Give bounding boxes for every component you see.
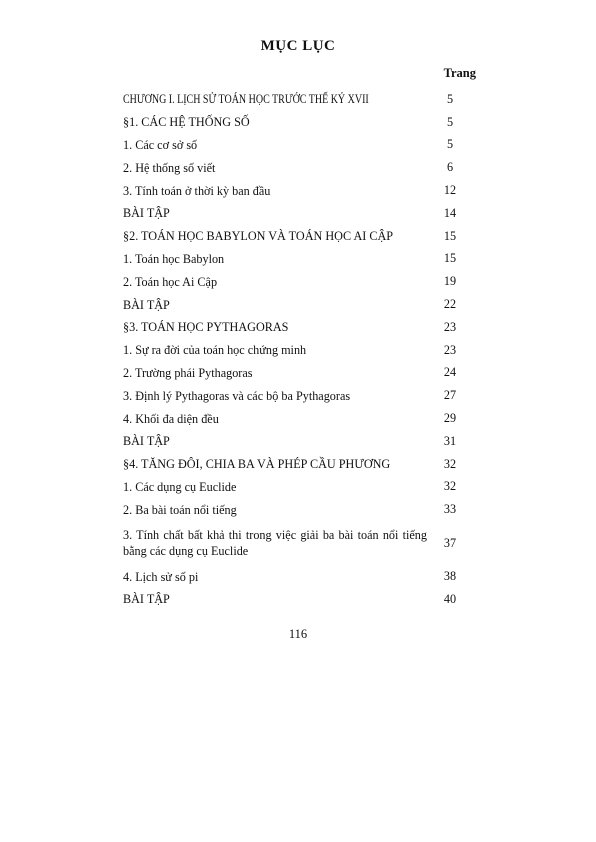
toc-entry bbox=[123, 293, 473, 316]
toc-entry bbox=[123, 316, 473, 339]
toc-entry bbox=[123, 111, 473, 134]
table-of-contents bbox=[123, 88, 473, 611]
toc-entry-label: BÀI TẬP bbox=[123, 206, 170, 221]
toc-entry-label: 3. Tính chất bất khả thi trong việc giải ba bài toán nổi tiếng bằng các dụng cụ Euclide bbox=[123, 528, 427, 559]
toc-entry bbox=[123, 248, 473, 271]
toc-entry-label: 3. Định lý Pythagoras và các bộ ba Pythagoras bbox=[123, 388, 351, 403]
toc-entry bbox=[123, 498, 473, 521]
toc-entry-page: 5 bbox=[446, 91, 454, 106]
toc-entry-label: 2. Trường phái Pythagoras bbox=[123, 365, 253, 380]
toc-entry-page: 31 bbox=[443, 433, 457, 448]
toc-entry-label: 2. Ba bài toán nổi tiếng bbox=[123, 502, 237, 517]
toc-entry bbox=[123, 270, 473, 293]
toc-entry-label: 1. Toán học Babylon bbox=[123, 251, 225, 266]
toc-entry-page: 40 bbox=[443, 591, 457, 606]
toc-entry-label: §1. CÁC HỆ THỐNG SỐ bbox=[123, 115, 250, 130]
toc-entry-label: §4. TĂNG ĐÔI, CHIA BA VÀ PHÉP CẦU PHƯƠNG bbox=[123, 457, 391, 472]
page-number: 116 bbox=[288, 627, 308, 641]
toc-entry bbox=[123, 225, 473, 248]
toc-entry-label: BÀI TẬP bbox=[123, 592, 170, 607]
toc-entry bbox=[123, 362, 473, 385]
toc-entry-page: 32 bbox=[443, 456, 457, 471]
toc-entry-page: 38 bbox=[443, 569, 457, 584]
toc-entry-page: 27 bbox=[443, 388, 457, 403]
toc-entry-page: 23 bbox=[443, 319, 457, 334]
toc-entry-page: 24 bbox=[443, 365, 457, 380]
toc-entry bbox=[123, 202, 473, 225]
toc-entry bbox=[123, 339, 473, 362]
toc-entry-page: 22 bbox=[443, 297, 457, 312]
toc-entry bbox=[123, 407, 473, 430]
toc-entry-page: 5 bbox=[446, 114, 454, 129]
toc-entry-page: 5 bbox=[446, 137, 454, 152]
toc-entry-page: 33 bbox=[443, 502, 457, 517]
toc-entry bbox=[123, 565, 473, 588]
toc-entry-page: 14 bbox=[443, 205, 457, 220]
page-column-header: Trang bbox=[443, 66, 476, 80]
toc-entry bbox=[123, 88, 473, 111]
toc-entry-page: 32 bbox=[443, 479, 457, 494]
toc-entry bbox=[123, 430, 473, 453]
toc-entry-label: §2. TOÁN HỌC BABYLON VÀ TOÁN HỌC AI CẬP bbox=[123, 229, 394, 244]
toc-entry-label: 4. Khối đa diện đều bbox=[123, 411, 219, 426]
toc-entry-page: 19 bbox=[443, 274, 457, 289]
toc-entry-page: 15 bbox=[443, 228, 457, 243]
toc-entry-label: 2. Hệ thống số viết bbox=[123, 160, 216, 175]
toc-entry bbox=[123, 384, 473, 407]
toc-entry-page: 6 bbox=[446, 160, 454, 175]
toc-entry bbox=[123, 476, 473, 499]
toc-entry bbox=[123, 134, 473, 157]
toc-entry-label: 1. Các dụng cụ Euclide bbox=[123, 479, 237, 494]
toc-entry-page: 23 bbox=[443, 342, 457, 357]
toc-entry-page: 37 bbox=[443, 535, 457, 550]
toc-entry-label: BÀI TẬP bbox=[123, 434, 170, 449]
toc-entry-page: 12 bbox=[443, 183, 457, 198]
toc-entry-label: BÀI TẬP bbox=[123, 297, 170, 312]
toc-entry bbox=[123, 521, 473, 565]
toc-entry-label: 1. Các cơ sở số bbox=[123, 137, 198, 152]
toc-entry bbox=[123, 453, 473, 476]
toc-entry-label: §3. TOÁN HỌC PYTHAGORAS bbox=[123, 320, 289, 335]
toc-entry-label: 1. Sự ra đời của toán học chứng minh bbox=[123, 343, 307, 358]
toc-entry-page: 15 bbox=[443, 251, 457, 266]
toc-entry-label: 4. Lịch sử số pi bbox=[123, 569, 199, 584]
toc-entry-label: 3. Tính toán ở thời kỳ ban đầu bbox=[123, 183, 271, 198]
chapter-heading: CHƯƠNG I. LỊCH SỬ TOÁN HỌC TRƯỚC THẾ KỶ XVII bbox=[123, 92, 369, 107]
toc-entry bbox=[123, 588, 473, 611]
toc-entry-label bbox=[123, 91, 427, 107]
toc-entry-label: 2. Toán học Ai Cập bbox=[123, 274, 218, 289]
page-title: MỤC LỤC bbox=[260, 38, 336, 54]
toc-entry bbox=[123, 156, 473, 179]
toc-entry bbox=[123, 179, 473, 202]
toc-entry-page: 29 bbox=[443, 411, 457, 426]
